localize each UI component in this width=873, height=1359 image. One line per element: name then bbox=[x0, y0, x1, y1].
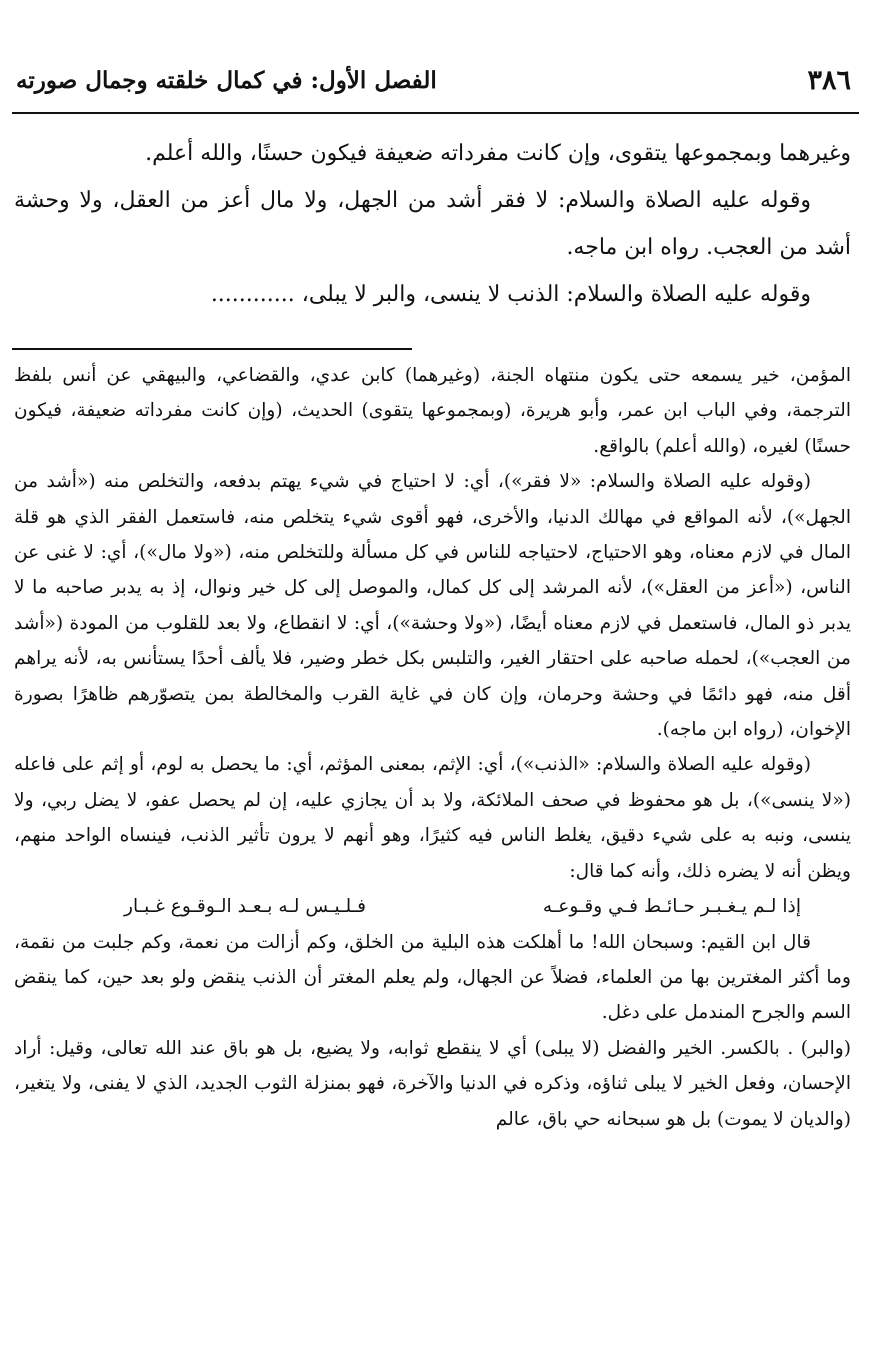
verse-first-hemistich: إذا لـم يـغـبـر حـائـط فـي وقـوعـه bbox=[542, 896, 801, 918]
main-paragraph: وقوله عليه الصلاة والسلام: الذنب لا ينسى، والبر لا يبلى، ............ bbox=[210, 282, 811, 307]
verse-second-hemistich: فـلـيـس لـه بـعـد الـوقـوع غـبـار bbox=[124, 896, 367, 918]
main-paragraph: وغيرهما وبمجموعها يتقوى، وإن كانت مفرداته ضعيفة فيكون حسنًا، والله أعلم. bbox=[145, 141, 851, 166]
header-divider bbox=[12, 112, 859, 114]
commentary-paragraph: المؤمن، خير يسمعه حتى يكون منتهاه الجنة، (وغيرهما) كابن عدي، والقضاعي، والبيهقي عن أنس بلفظ الترجمة، وفي الباب ابن عمر، وأبو هريرة، (وبمجموعها يتقوى) الحديث، (وإن كانت مفرداته ضعيفة، فيكون حسنًا) لغيره، (والله أعلم) بالواقع. bbox=[14, 365, 851, 457]
poetry-verse bbox=[14, 889, 851, 924]
commentary-paragraph: قال ابن القيم: وسبحان الله! ما أهلكت هذه البلية من الخلق، وكم أزالت من نعمة، وكم جلبت من نقمة، وما أكثر المغترين بها من العلماء، فضلاً عن الجهال، ولم يعلم المغتر أن الذنب ينقض ولو بعد حين، كما ينقض السم والجرح المندمل على دغل. bbox=[14, 931, 851, 1024]
commentary-paragraph: (وقوله عليه الصلاة والسلام: «الذنب»)، أي: الإثم، بمعنى المؤثم، أي: ما يحصل به لوم، أو إثم على فاعله («لا ينسى»)، بل هو محفوظ في صحف الملائكة، ولا بد أن يجازي عليه، إن لم يحصل عفو، لا يضل ربي، ولا ينسى، ونبه به على شيء دقيق، يغلط الناس فيه كثيرًا، وهو أنهم لا يرون تأثير الذنب، فينساه الواحد منهم، ويظن أنه لا يضره ذلك، وأنه كما قال: bbox=[14, 754, 851, 882]
commentary bbox=[14, 358, 851, 1137]
page-header bbox=[16, 58, 851, 102]
commentary-paragraph: (وقوله عليه الصلاة والسلام: «لا فقر»)، أي: لا احتياج في شيء يهتم بدفعه، والتخلص منه («أشد من الجهل»)، لأنه المواقع في مهالك الدنيا، والأخرى، فهو أقوى شيء يتخلص منه، فاستعمل الفقر الذي هو قلة المال في لازم معناه، وهو الاحتياج، لاحتياجه للناس في كل مسألة وللتخلص منه، («ولا مال»)، أي: لا غنى عن الناس، («أعز من العقل»)، لأنه المرشد إلى كل كمال، والموصل إلى كل خير ونوال، إذ به يدبر صاحبه ما لا يدبر ذو المال، فاستعمل في لازم معناه أيضًا، («ولا وحشة»)، أي: لا انقطاع، ولا بعد للقلوب من المودة («أشد من العجب»)، لحمله صاحبه على احتقار الغير، والتلبس بكل خطر وضير، فلا يألف أحدًا يستأنس به، لأنه يراهم أقل منه، فهو دائمًا في وحشة وحرمان، وإن كان في غاية القرب والمخالطة بمن يتصوّرهم ظاهرًا بصورة الإخوان، (رواه ابن ماجه). bbox=[14, 471, 851, 741]
page-number: ٣٨٦ bbox=[807, 64, 851, 96]
main-text bbox=[14, 130, 851, 318]
commentary-divider bbox=[12, 348, 412, 350]
commentary-paragraph: (والبر) . بالكسر. الخير والفضل (لا يبلى) أي لا ينقطع ثوابه، ولا يضيع، بل هو باق عند الله تعالى، وقيل: أراد الإحسان، وفعل الخير لا يبلى ثناؤه، وذكره في الدنيا والآخرة، فهو بمنزلة الثوب الجديد، الذي لا يفنى، ولا يتغير، (والديان لا يموت) بل هو سبحانه حي باق، عالم bbox=[14, 1037, 851, 1130]
chapter-title: الفصل الأول: في كمال خلقته وجمال صورته bbox=[16, 66, 437, 94]
main-paragraph: وقوله عليه الصلاة والسلام: لا فقر أشد من الجهل، ولا مال أعز من العقل، ولا وحشة أشد من العجب. رواه ابن ماجه. bbox=[14, 188, 851, 260]
